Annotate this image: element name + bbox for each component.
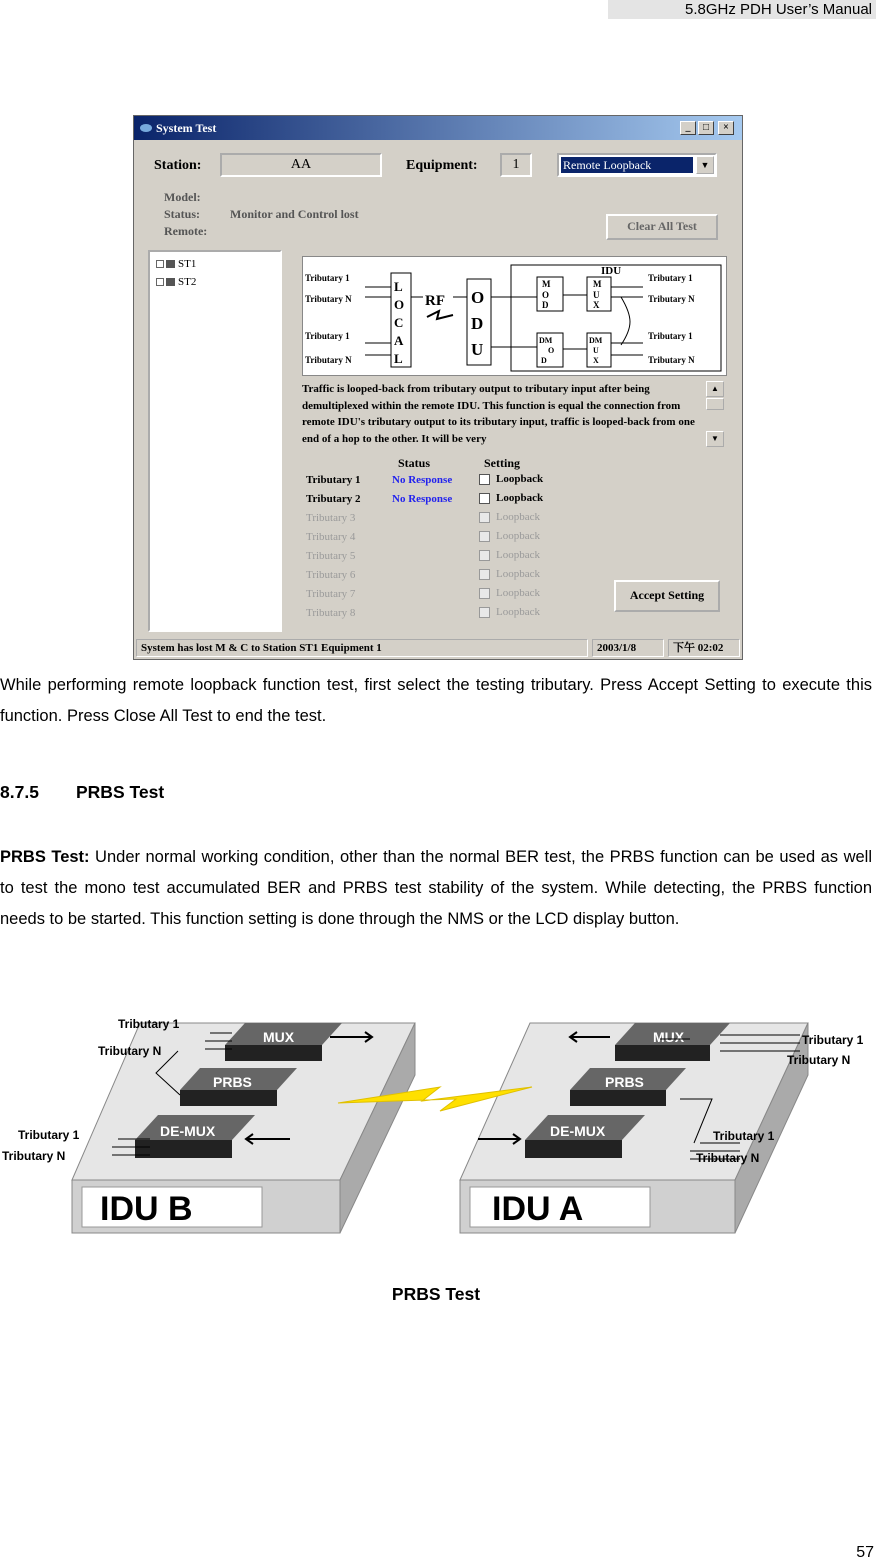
svg-text:M: M [593, 279, 602, 289]
station-icon [166, 278, 175, 286]
svg-text:A: A [394, 333, 404, 348]
station-tree [148, 250, 282, 632]
idu-b-label: IDU B [100, 1190, 193, 1228]
mode-description: Traffic is looped-back from tributary output to tributary input after being demultiplexed within the remote IDU. This function is equal the connection from remote IDU's tributary output to its tributary input, traffic is looped-back from one end of a hop to the other. It will be very [302, 383, 695, 445]
diag-local: L [394, 279, 403, 294]
equipment-label: Equipment: [406, 158, 478, 173]
diag-tribn-right-bottom: Tributary N [648, 355, 695, 365]
tributary-row-name: Tributary 2 [306, 493, 361, 505]
status-value: Monitor and Control lost [230, 207, 359, 221]
svg-text:DM: DM [539, 336, 553, 345]
section-heading [0, 782, 164, 803]
expand-icon[interactable] [156, 260, 164, 268]
paragraph-prbs [0, 842, 872, 935]
lightning-icon [427, 311, 453, 319]
svg-text:M: M [542, 279, 551, 289]
prbs-figure [0, 1015, 878, 1240]
tributary-row-status: No Response [392, 493, 453, 505]
demux-a-label: DE-MUX [550, 1123, 606, 1139]
idu-a-trib1-top: Tributary 1 [802, 1033, 864, 1047]
scroll-thumb[interactable] [706, 398, 724, 410]
diag-tribn-right-top: Tributary N [648, 294, 695, 304]
clear-all-test-button[interactable]: Clear All Test [606, 214, 718, 240]
tree-item-st2[interactable]: ST2 [156, 276, 196, 288]
test-mode-selected: Remote Loopback [561, 157, 693, 173]
setting-column-header: Setting [484, 456, 520, 470]
test-mode-select[interactable] [557, 153, 717, 177]
idu-a-label: IDU A [492, 1190, 584, 1228]
paragraph-prbs-body: Under normal working condition, other than the normal BER test, the PRBS function can be used as well to test the mono test accumulated BER and PRBS test stability of the system. While detecting, the PRBS function needs to be started. This function setting is done through the NMS or the LCD display button. [0, 848, 872, 928]
loopback-checkbox[interactable]: Loopback [479, 473, 543, 485]
window-title: System Test [156, 121, 217, 135]
svg-text:DM: DM [589, 336, 603, 345]
diag-tribn-left-top: Tributary N [305, 294, 352, 304]
svg-text:D: D [541, 356, 547, 365]
paragraph-prbs-lead: PRBS Test: [0, 848, 90, 866]
loopback-checkbox: Loopback [479, 549, 540, 561]
tributary-row-name: Tributary 8 [306, 607, 356, 619]
page-header: 5.8GHz PDH User’s Manual [608, 0, 876, 19]
idu-a-trib1-bottom: Tributary 1 [713, 1129, 775, 1143]
loopback-checkbox: Loopback [479, 606, 540, 618]
station-icon [166, 260, 175, 268]
description-scrollbar[interactable] [706, 381, 726, 449]
diag-idu: IDU [601, 265, 622, 277]
station-label: Station: [154, 158, 202, 173]
diag-tribn-left-bottom: Tributary N [305, 355, 352, 365]
svg-text:U: U [593, 346, 599, 355]
model-label: Model: [164, 190, 201, 204]
minimize-icon[interactable]: _ [680, 121, 696, 135]
svg-text:D: D [471, 314, 484, 333]
remote-label: Remote: [164, 224, 208, 238]
status-label: Status: [164, 207, 201, 221]
svg-text:O: O [542, 290, 550, 300]
svg-text:X: X [593, 356, 599, 365]
tributary-row-name: Tributary 3 [306, 512, 356, 524]
svg-text:O: O [471, 288, 485, 307]
maximize-icon[interactable]: □ [698, 121, 714, 135]
status-bar [134, 637, 742, 659]
prbs-b-label: PRBS [213, 1074, 252, 1090]
svg-text:U: U [593, 290, 600, 300]
svg-text:L: L [394, 351, 403, 366]
scroll-up-icon[interactable]: ▲ [706, 381, 724, 397]
svg-text:X: X [593, 300, 600, 310]
idu-b-tribn-top: Tributary N [98, 1044, 162, 1058]
loopback-checkbox: Loopback [479, 587, 540, 599]
diag-trib1-right-bottom: Tributary 1 [648, 331, 693, 341]
tree-item-st1[interactable]: ST1 [156, 258, 196, 270]
section-title: PRBS Test [76, 782, 165, 802]
statusbar-message: System has lost M & C to Station ST1 Equipment 1 [136, 639, 588, 657]
tributary-row-name: Tributary 7 [306, 588, 356, 600]
diag-trib1-right-top: Tributary 1 [648, 273, 693, 283]
diag-trib1-left-top: Tributary 1 [305, 273, 350, 283]
svg-text:D: D [542, 300, 549, 310]
idu-b-trib1-bottom: Tributary 1 [18, 1128, 80, 1142]
equipment-field[interactable]: 1 [500, 153, 532, 177]
loopback-checkbox: Loopback [479, 511, 540, 523]
window-titlebar [134, 116, 742, 140]
idu-a-tribn-top: Tributary N [787, 1053, 851, 1067]
mux-a-label: MUX [653, 1029, 685, 1045]
demux-b-label: DE-MUX [160, 1123, 216, 1139]
system-test-window [133, 115, 743, 660]
svg-text:C: C [394, 315, 404, 330]
loopback-diagram [302, 256, 727, 376]
app-icon [140, 124, 152, 132]
diag-rf: RF [425, 293, 445, 309]
svg-text:O: O [548, 346, 555, 355]
accept-setting-button[interactable]: Accept Setting [614, 580, 720, 612]
idu-b-tribn-bottom: Tributary N [2, 1149, 66, 1163]
station-field[interactable]: AA [220, 153, 382, 177]
paragraph-loopback: While performing remote loopback function test, first select the testing tributary. Press Accept Setting to execute this function. Press Close All Test to end the test. [0, 676, 872, 725]
tributary-row-name: Tributary 5 [306, 550, 356, 562]
mux-b-label: MUX [263, 1029, 295, 1045]
tributary-row-status: No Response [392, 474, 453, 486]
tributary-row-name: Tributary 4 [306, 531, 356, 543]
chevron-down-icon[interactable]: ▼ [696, 156, 714, 174]
figure-caption: PRBS Test [391, 1284, 481, 1304]
svg-text:U: U [471, 340, 484, 359]
diag-trib1-left-bottom: Tributary 1 [305, 331, 350, 341]
idu-b-trib1-top: Tributary 1 [118, 1017, 180, 1031]
section-number: 8.7.5 [0, 782, 39, 802]
svg-text:O: O [394, 297, 405, 312]
loopback-checkbox[interactable]: Loopback [479, 492, 543, 504]
expand-icon[interactable] [156, 278, 164, 286]
page-number: 57 [856, 1544, 874, 1561]
idu-a-tribn-bottom: Tributary N [696, 1151, 760, 1165]
loopback-checkbox: Loopback [479, 568, 540, 580]
statusbar-date: 2003/1/8 [592, 639, 664, 657]
loopback-checkbox: Loopback [479, 530, 540, 542]
close-icon[interactable]: × [718, 121, 734, 135]
tributary-row-name: Tributary 6 [306, 569, 356, 581]
scroll-down-icon[interactable]: ▼ [706, 431, 724, 447]
prbs-a-label: PRBS [605, 1074, 644, 1090]
tributary-row-name: Tributary 1 [306, 474, 361, 486]
status-column-header: Status [398, 456, 431, 470]
statusbar-time: 下午 02:02 [668, 639, 740, 657]
